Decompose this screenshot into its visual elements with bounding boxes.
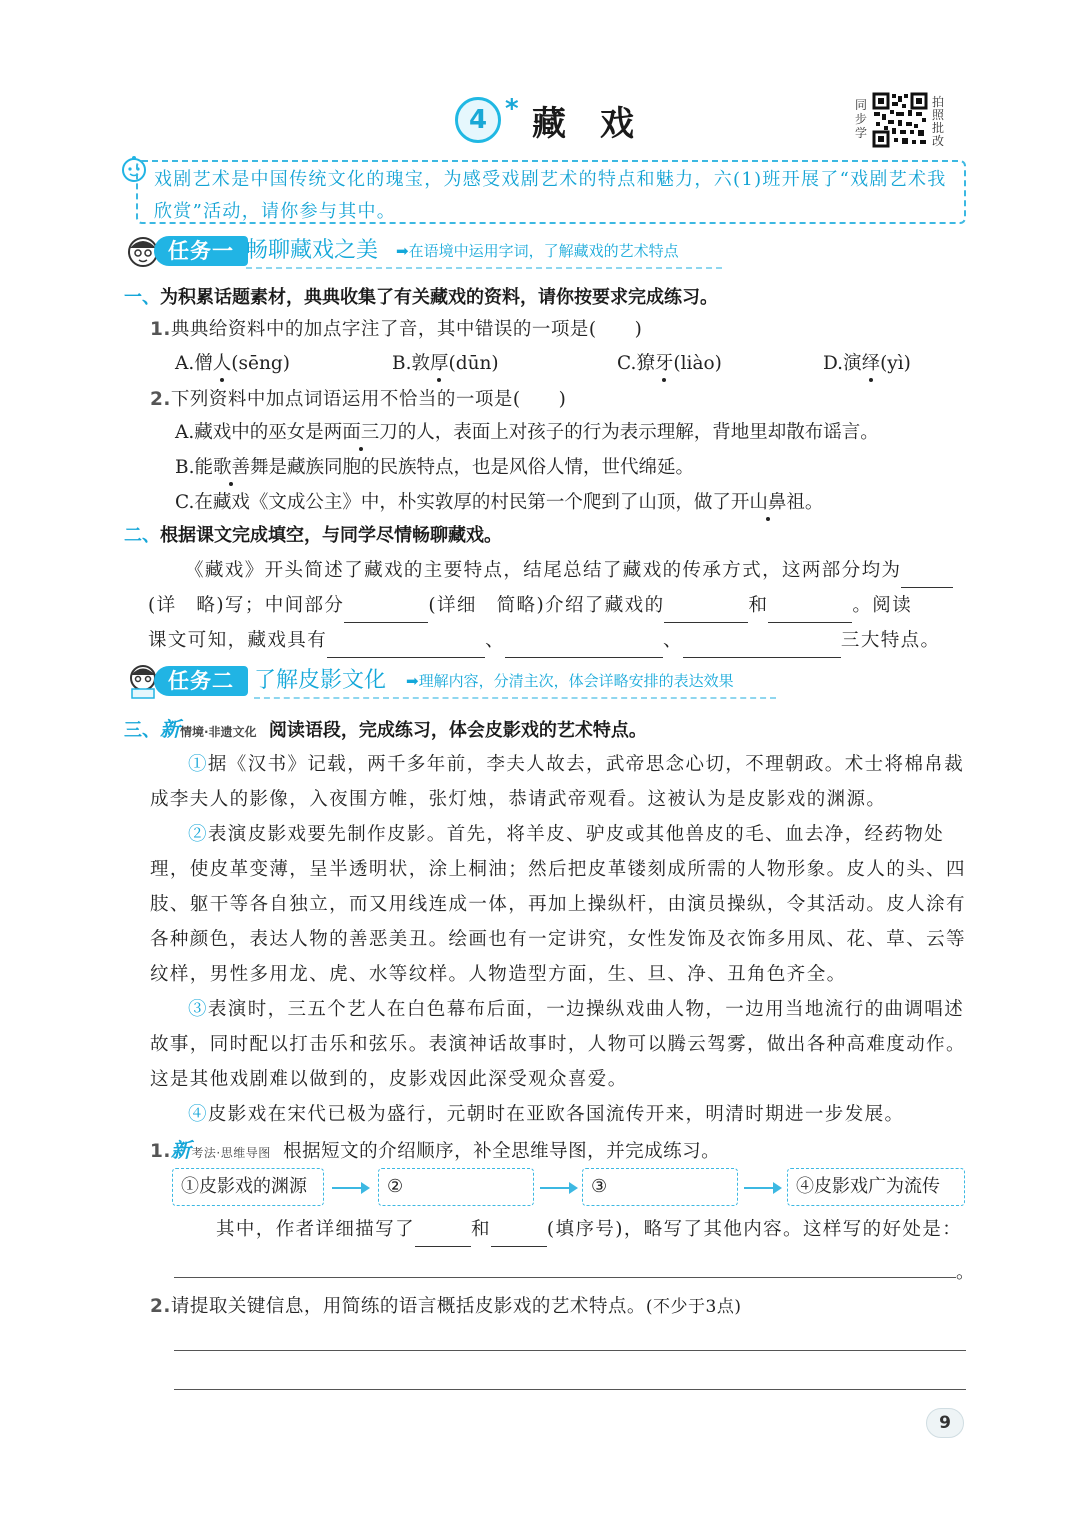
optional-lesson-mark: *	[505, 94, 519, 124]
blank-5[interactable]	[327, 638, 485, 658]
task-two-name: 了解皮影文化	[254, 668, 387, 693]
answer-line-1[interactable]	[174, 1277, 956, 1278]
task-one-name: 畅聊藏戏之美	[246, 238, 379, 263]
answer-end-mark: 。	[956, 1262, 976, 1283]
option-2c[interactable]: C.在藏戏《文成公主》中，朴实敦厚的村民第一个爬到了山顶，做了开山鼻祖。	[175, 488, 823, 518]
page-number: 9	[926, 1408, 964, 1438]
fill-line-3: 课文可知，藏戏具有 、 、 三大特点。	[148, 623, 978, 658]
intro-text: 戏剧艺术是中国传统文化的瑰宝，为感受戏剧艺术的特点和魅力，六(1)班开展了“戏剧艺术我欣赏”活动，请你参与其中。	[154, 169, 947, 222]
qr-code-icon[interactable]	[872, 92, 928, 148]
blank-detail-1[interactable]	[415, 1227, 471, 1247]
answer-line-2[interactable]	[174, 1350, 966, 1351]
mindmap-node-1: ①皮影戏的渊源	[172, 1168, 324, 1206]
option-a[interactable]: A.僧人(sēng)	[175, 349, 290, 379]
blank-1[interactable]	[901, 568, 953, 588]
fill-line-1: 《藏戏》开头简述了藏戏的主要特点，结尾总结了藏戏的传承方式，这两部分均为	[185, 553, 975, 588]
paragraph-1: ①据《汉书》记载，两千多年前，李夫人故去，武帝思念心切，不理朝政。术士将棉帛裁成李夫人的影像，入夜围方帷，张灯烛，恭请武帝观看。这被认为是皮影戏的渊源。	[150, 754, 965, 810]
answer-line-3[interactable]	[174, 1389, 966, 1390]
paragraph-4: ④皮影戏在宋代已极为盛行，元朝时在亚欧各国流传开来，明清时期进一步发展。	[188, 1104, 905, 1125]
lesson-number-badge: 4	[455, 97, 501, 143]
blank-detail-2[interactable]	[491, 1227, 547, 1247]
qr-left-label: 同步学	[855, 98, 868, 140]
mindmap-arrow-1	[332, 1187, 368, 1189]
blank-4[interactable]	[768, 603, 852, 623]
mindmap-node-4: ④皮影戏广为流传	[787, 1168, 965, 1206]
option-c[interactable]: C.獠牙(liào)	[617, 349, 722, 379]
task-one-subtitle: ➡在语境中运用字词，了解藏戏的艺术特点	[396, 242, 679, 260]
blank-2[interactable]	[344, 603, 428, 623]
question-1-1: 1.典典给资料中的加点字注了音，其中错误的一项是( )	[150, 319, 643, 340]
question-1-2: 2.下列资料中加点词语运用不恰当的一项是( )	[150, 389, 567, 410]
fill-detail-line: 其中，作者详细描写了 和 (填序号)，略写了其他内容。这样写的好处是：	[216, 1212, 976, 1247]
paragraph-2: ②表演皮影戏要先制作皮影。首先，将羊皮、驴皮或其他兽皮的毛、血去净，经药物处理，使皮革变薄，呈半透明状，涂上桐油；然后把皮革镂刻成所需的人物形象。皮人的头、四肢、躯干等各自独立，而又用线连成一体，再加上操纵杆，由演员操纵，令其活动。皮人涂有各种颜色，表达人物的善恶美丑。绘画也有一定讲究，女性发饰及衣饰多用凤、花、草、云等纹样，男性多用龙、虎、水等纹样。人物造型方面，生、旦、净、丑角色齐全。	[150, 824, 966, 985]
task-one-header	[124, 234, 724, 268]
blank-7[interactable]	[683, 638, 841, 658]
fill-line-2: (详 略)写；中间部分 (详细 简略)介绍了藏戏的 和 。阅读	[148, 588, 978, 623]
qr-right-label: 拍照批改	[932, 95, 945, 148]
section-one-heading: 一、为积累话题素材，典典收集了有关藏戏的资料，请你按要求完成练习。	[124, 287, 718, 308]
blank-6[interactable]	[505, 638, 663, 658]
option-b[interactable]: B.敦厚(dūn)	[392, 349, 499, 379]
option-2b[interactable]: B.能歌善舞是藏族同胞的民族特点，也是风俗人情，世代绵延。	[175, 453, 694, 483]
task-two-label: 任务二	[154, 666, 248, 696]
mindmap-node-2[interactable]: ②	[378, 1168, 534, 1206]
task-one-label: 任务一	[154, 236, 248, 266]
option-d[interactable]: D.演绎(yì)	[823, 349, 911, 379]
task-two-header	[124, 664, 784, 698]
section-three-heading: 三、新情境·非遗文化 阅读语段，完成练习，体会皮影戏的艺术特点。	[124, 717, 647, 741]
blank-3[interactable]	[664, 603, 748, 623]
mindmap-node-3[interactable]: ③	[582, 1168, 738, 1206]
option-2a[interactable]: A.藏戏中的巫女是两面三刀的人，表面上对孩子的行为表示理解，背地里却散布谣言。	[175, 418, 879, 448]
question-3-1: 1.新考法·思维导图 根据短文的介绍顺序，补全思维导图，并完成练习。	[150, 1138, 721, 1162]
paragraph-3: ③表演时，三五个艺人在白色幕布后面，一边操纵戏曲人物，一边用当地流行的曲调唱述故事，同时配以打击乐和弦乐。表演神话故事时，人物可以腾云驾雾，做出各种高难度动作。这是其他戏剧难以做到的，皮影戏因此深受观众喜爱。	[150, 999, 966, 1090]
section-two-heading: 二、根据课文完成填空，与同学尽情畅聊藏戏。	[124, 525, 502, 546]
task-two-subtitle: ➡理解内容，分清主次，体会详略安排的表达效果	[406, 672, 734, 690]
lesson-title: 藏戏	[532, 104, 668, 144]
question-3-2: 2.请提取关键信息，用简练的语言概括皮影戏的艺术特点。(不少于3点)	[150, 1296, 742, 1317]
mindmap-arrow-3	[744, 1187, 780, 1189]
mindmap-arrow-2	[540, 1187, 576, 1189]
